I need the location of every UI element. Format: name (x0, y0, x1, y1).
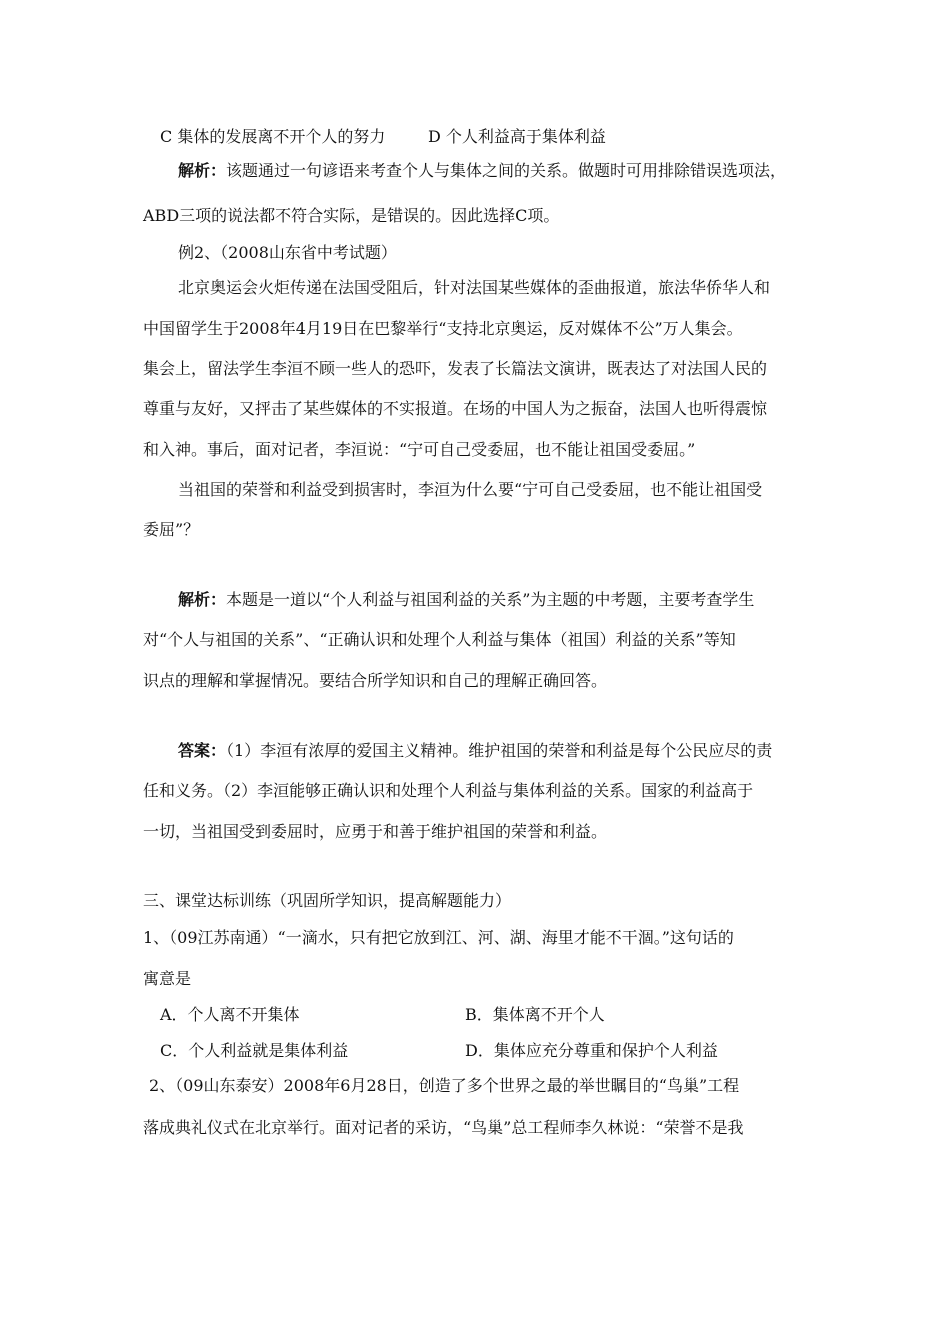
section-heading: 三、课堂达标训练（巩固所学知识，提高解题能力） (143, 891, 512, 910)
example-para-line: 集会上，留法学生李洹不顾一些人的恐吓，发表了长篇法文演讲，既表达了对法国人民的 (143, 359, 768, 378)
example-analysis-line: 对“个人与祖国的关系”、“正确认识和处理个人利益与集体（祖国）利益的关系”等知 (143, 630, 736, 649)
q1-option-b: B．集体离不开个人 (465, 1005, 605, 1024)
q1-option-a: A．个人离不开集体 (160, 1005, 300, 1024)
analysis-text-1: 该题通过一句谚语来考查个人与集体之间的关系。做题时可用排除错误选项法， (226, 161, 787, 180)
example-para-line: 尊重与友好，又抨击了某些媒体的不实报道。在场的中国人为之振奋，法国人也听得震惊 (143, 399, 768, 418)
example-analysis-line: 识点的理解和掌握情况。要结合所学知识和自己的理解正确回答。 (143, 671, 608, 690)
question-line: 当祖国的荣誉和利益受到损害时，李洹为什么要“宁可自己受委屈，也不能让祖国受 (178, 480, 763, 499)
answer-line: 任和义务。（2）李洹能够正确认识和处理个人利益与集体利益的关系。国家的利益高于 (143, 781, 754, 800)
example-analysis-line (178, 589, 754, 611)
q1-option-c: C．个人利益就是集体利益 (160, 1041, 349, 1060)
example-analysis-text: 本题是一道以“个人利益与祖国利益的关系”为主题的中考题，主要考查学生 (226, 590, 755, 609)
analysis-line-1 (178, 160, 786, 182)
example-analysis-label: 解析： (178, 590, 227, 609)
q2-stem-line: 2、（09山东泰安）2008年6月28日，创造了多个世界之最的举世瞩目的“鸟巢”工程 (149, 1076, 740, 1095)
answer-text: （1）李洹有浓厚的爱国主义精神。维护祖国的荣誉和利益是每个公民应尽的责 (226, 741, 773, 760)
example-para-line: 和入神。事后，面对记者，李洹说：“宁可自己受委屈，也不能让祖国受委屈。” (143, 440, 696, 459)
analysis-label: 解析： (178, 161, 227, 180)
answer-line (178, 740, 772, 762)
q1-stem-line: 1、（09江苏南通）“一滴水，只有把它放到江、河、湖、海里才能不干涸。”这句话的 (143, 928, 734, 947)
example-para-line: 北京奥运会火炬传递在法国受阻后，针对法国某些媒体的歪曲报道，旅法华侨华人和 (178, 278, 771, 297)
option-d: D 个人利益高于集体利益 (428, 127, 606, 146)
example-title: 例2、（2008山东省中考试题） (178, 243, 397, 262)
option-c: C 集体的发展离不开个人的努力 (160, 127, 386, 146)
answer-label: 答案： (178, 741, 227, 760)
answer-line: 一切，当祖国受到委屈时，应勇于和善于维护祖国的荣誉和利益。 (143, 822, 608, 841)
q1-stem-line: 寓意是 (143, 969, 192, 988)
analysis-line-2: ABD三项的说法都不符合实际，是错误的。因此选择C项。 (143, 206, 560, 225)
q2-stem-line: 落成典礼仪式在北京举行。面对记者的采访，“鸟巢”总工程师李久林说：“荣誉不是我 (143, 1118, 744, 1137)
example-para-line: 中国留学生于2008年4月19日在巴黎举行“支持北京奥运，反对媒体不公”万人集会。 (143, 319, 743, 338)
question-line: 委屈”？ (143, 520, 200, 539)
q1-option-d: D．集体应充分尊重和保护个人利益 (465, 1041, 718, 1060)
